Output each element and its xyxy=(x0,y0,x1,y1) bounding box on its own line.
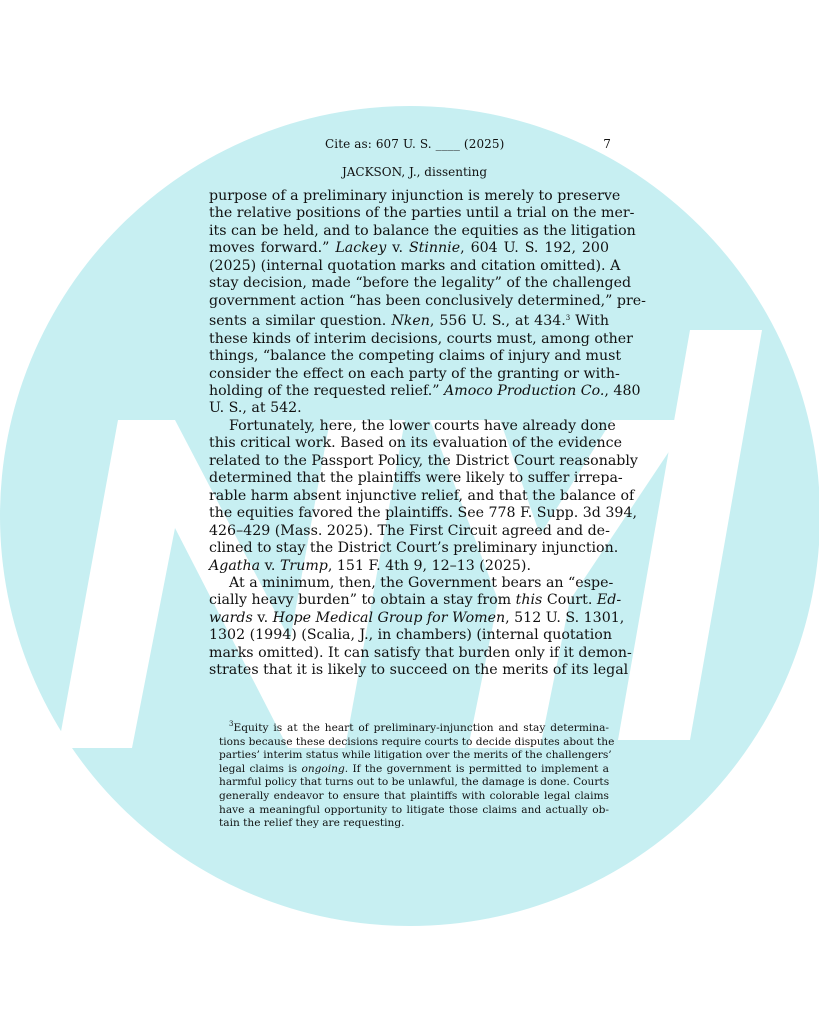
footnote-line: tain the relief they are requesting. xyxy=(219,817,405,830)
text-line: 426–429 (Mass. 2025). The First Circuit agreed and de- xyxy=(209,522,610,539)
footnote-ref: 3 xyxy=(565,314,571,323)
footnote-text: Equity is at the heart of preliminary-injunction and stay determina- xyxy=(233,722,609,734)
text-line: sents a similar question. Nken, 556 U. S., at 434.$^3$ With xyxy=(209,313,609,330)
citation-header: Cite as: 607 U. S. ____ (2025) xyxy=(325,137,505,151)
text-line: 1302 (1994) (Scalia, J., in chambers) (internal quotation xyxy=(209,627,612,644)
text-line: U. S., at 542. xyxy=(209,400,302,417)
paragraph-1 xyxy=(209,188,646,418)
page-number: 7 xyxy=(603,137,611,151)
text-line: determined that the plaintiffs were likely to suffer irrepa- xyxy=(209,470,623,487)
text-line: these kinds of interim decisions, courts must, among other xyxy=(209,330,633,347)
text-line: strates that it is likely to succeed on the merits of its legal xyxy=(209,662,629,679)
paragraph-2 xyxy=(209,417,638,575)
footnote-marker: 3 xyxy=(229,720,234,728)
footnote-line: harmful policy that turns out to be unlawful, the damage is done. Courts xyxy=(219,776,610,789)
text-line: marks omitted). It can satisfy that burden only if it demon- xyxy=(209,644,632,661)
text-line: this critical work. Based on its evaluation of the evidence xyxy=(209,435,622,452)
text-line: (2025) (internal quotation marks and citation omitted). A xyxy=(209,257,621,274)
text-line: purpose of a preliminary injunction is merely to preserve xyxy=(209,188,621,204)
running-head xyxy=(325,137,611,153)
text-line: things, “balance the competing claims of injury and must xyxy=(209,348,622,365)
text-line: Agatha v. Trump, 151 F. 4th 9, 12–13 (2025). xyxy=(209,557,531,574)
text-line: government action “has been conclusively determined,” pre- xyxy=(209,292,646,309)
text-line: the relative positions of the parties until a trial on the mer- xyxy=(209,205,635,222)
opinion-body xyxy=(209,188,646,680)
footnote-line xyxy=(219,718,609,736)
author-text: JACKSON, J., dissenting xyxy=(341,165,488,179)
text-line: holding of the requested relief.” Amoco Production Co., 480 xyxy=(209,382,641,399)
footnote-line: generally endeavor to ensure that plaintiffs with colorable legal claims xyxy=(219,789,609,802)
text-line: stay decision, made “before the legality” of the challenged xyxy=(209,275,632,292)
footnote-3 xyxy=(219,718,615,831)
paragraph-3 xyxy=(209,574,632,680)
text-line: rable harm absent injunctive relief, and that the balance of xyxy=(209,487,635,504)
footnote-line: have a meaningful opportunity to litigate those claims and actually ob- xyxy=(219,803,609,816)
text-line: its can be held, and to balance the equities as the litigation xyxy=(209,222,636,239)
footnote-line: legal claims is ongoing. If the government is permitted to implement a xyxy=(219,762,610,775)
footnote-line: parties’ interim status while litigation over the merits of the challengers’ xyxy=(219,749,612,762)
text-line: moves forward.” Lackey v. Stinnie, 604 U. S. 192, 200 xyxy=(209,240,609,257)
text-line: At a minimum, then, the Government bears an “espe- xyxy=(229,574,614,591)
text-line: cially heavy burden” to obtain a stay from this Court. Ed- xyxy=(209,592,622,609)
text-line: Fortunately, here, the lower courts have already done xyxy=(229,417,616,434)
text-line: clined to stay the District Court’s preliminary injunction. xyxy=(209,540,619,557)
text-line: wards v. Hope Medical Group for Women, 512 U. S. 1301, xyxy=(209,609,625,626)
footnote-line: tions because these decisions require courts to decide disputes about the xyxy=(219,735,615,748)
text-line: the equities favored the plaintiffs. See 778 F. Supp. 3d 394, xyxy=(209,505,637,522)
author-line xyxy=(0,165,819,179)
text-line: consider the effect on each party of the granting or with- xyxy=(209,365,620,382)
text-line: related to the Passport Policy, the District Court reasonably xyxy=(209,452,638,469)
